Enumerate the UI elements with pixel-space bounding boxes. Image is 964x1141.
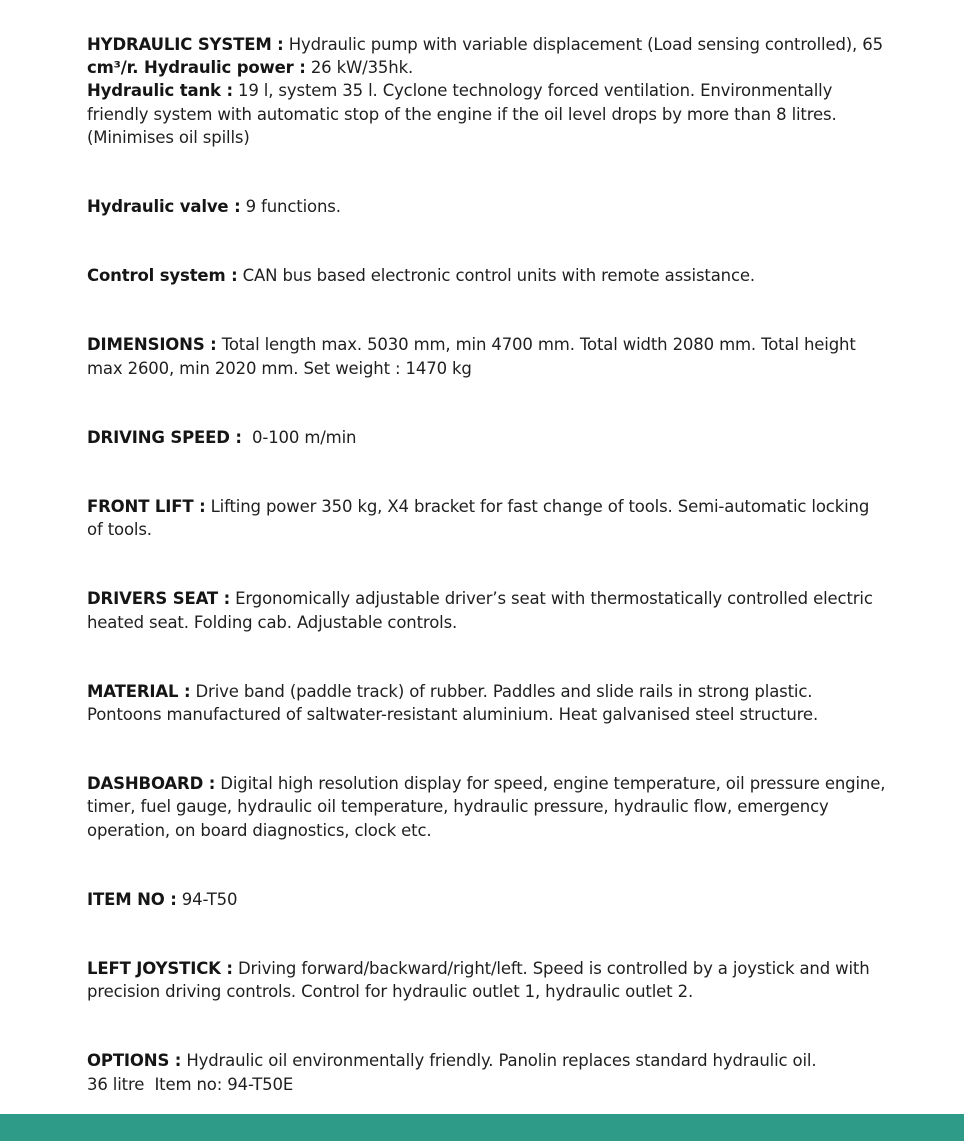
spec-hydraulic-system [87, 33, 887, 149]
spec-text-hydraulic-power: 26 kW/35hk. [305, 58, 414, 78]
spec-dimensions [87, 333, 887, 379]
spec-dashboard [87, 772, 887, 842]
spec-control-system [87, 264, 887, 287]
spec-text-options: Hydraulic oil environmentally friendly. Panolin replaces standard hydraulic oil. [181, 1051, 817, 1071]
spec-label-options: OPTIONS : [87, 1051, 182, 1071]
spec-text-control-system: CAN bus based electronic control units with remote assistance. [237, 266, 755, 286]
spec-label-dashboard: DASHBOARD : [87, 774, 216, 794]
spec-hydraulic-tank [87, 79, 887, 149]
spec-text-hydraulic-valve: 9 functions. [240, 197, 341, 217]
footer-bar [0, 1114, 964, 1141]
spec-label-dimensions: DIMENSIONS : [87, 335, 217, 355]
spec-item-no [87, 888, 887, 911]
spec-label-hydraulic-power: cm³/r. Hydraulic power : [87, 58, 306, 78]
spec-label-left-joystick: LEFT JOYSTICK : [87, 959, 233, 979]
spec-options-item-line: 36 litre Item no: 94-T50E [87, 1074, 294, 1094]
spec-label-driving-speed: DRIVING SPEED : [87, 427, 242, 447]
spec-left-joystick [87, 957, 887, 1003]
spec-driving-speed [87, 426, 887, 449]
spec-text-material: Drive band (paddle track) of rubber. Paddles and slide rails in strong plastic. Pontoons manufactured of saltwater-resistant aluminium. Heat galvanised steel structure. [87, 681, 819, 725]
spec-drivers-seat [87, 587, 887, 633]
spec-label-drivers-seat: DRIVERS SEAT : [87, 589, 231, 609]
spec-hydraulic-valve [87, 195, 887, 218]
spec-text-drivers-seat: Ergonomically adjustable driver’s seat with thermostatically controlled electric heated seat. Folding cab. Adjustable controls. [87, 589, 873, 632]
spec-text-dashboard: Digital high resolution display for speed, engine temperature, oil pressure engine, timer, fuel gauge, hydraulic oil temperature, hydraulic pressure, hydraulic flow, emergency operation, on board diagnostics, clock etc. [87, 774, 886, 840]
spec-label-material: MATERIAL : [87, 681, 191, 701]
spec-label-control-system: Control system : [87, 266, 238, 286]
spec-options [87, 1049, 887, 1095]
spec-label-hydraulic-valve: Hydraulic valve : [87, 197, 241, 217]
spec-content [87, 33, 887, 1096]
spec-front-lift [87, 495, 887, 541]
spec-text-driving-speed: 0-100 m/min [241, 427, 357, 447]
spec-text-hydraulic-system: Hydraulic pump with variable displacement (Load sensing controlled), 65 [283, 35, 883, 54]
spec-label-hydraulic-tank: Hydraulic tank : [87, 81, 233, 101]
spec-text-dimensions: Total length max. 5030 mm, min 4700 mm. Total width 2080 mm. Total height max 2600, min 2020 mm. Set weight : 1470 kg [87, 335, 856, 378]
spec-material [87, 680, 887, 726]
spec-label-hydraulic-system: HYDRAULIC SYSTEM : [87, 35, 284, 54]
spec-label-front-lift: FRONT LIFT : [87, 497, 206, 517]
spec-label-item-no: ITEM NO : [87, 889, 177, 909]
spec-text-front-lift: Lifting power 350 kg, X4 bracket for fast change of tools. Semi-automatic locking of tools. [87, 497, 870, 540]
spec-text-item-no: 94-T50 [176, 889, 238, 909]
spec-text-left-joystick: Driving forward/backward/right/left. Speed is controlled by a joystick and with precision driving controls. Control for hydraulic outlet 1, hydraulic outlet 2. [87, 959, 870, 1002]
spec-text-hydraulic-tank: 19 l, system 35 l. Cyclone technology forced ventilation. Environmentally friendly system with automatic stop of the engine if the oil level drops by more than 8 litres. (Minimises oil spills) [87, 81, 837, 147]
